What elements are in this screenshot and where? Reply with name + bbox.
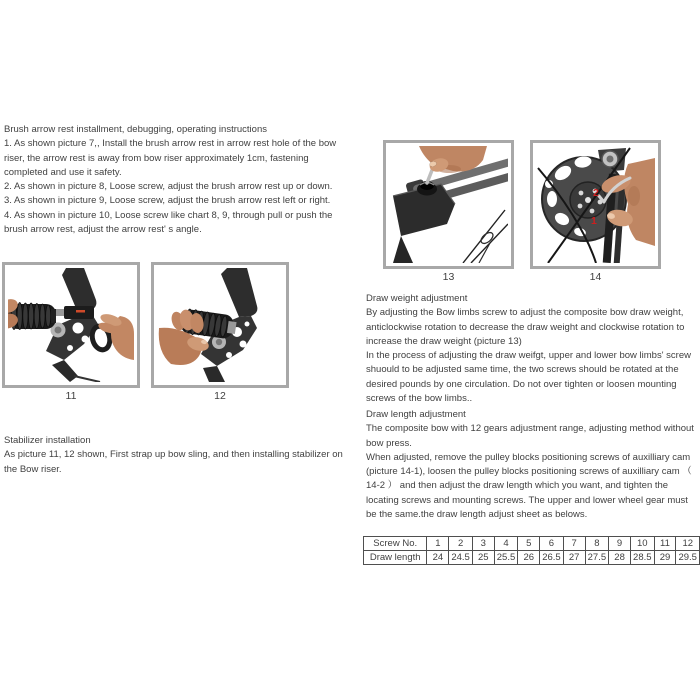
brush-step-4: 4. As shown in picture 10, Loose screw like chart 8, 9, through pull or push the brush arrow rest, adjust the arrow rest' s angle. (4, 209, 333, 236)
draw-length-paragraph-1: The composite bow with 12 gears adjustment range, adjusting method without bow press. (366, 423, 694, 449)
screw-no-cell: 6 (540, 537, 564, 551)
screw-no-cell: 11 (654, 537, 676, 551)
draw-length-cell: 24 (427, 551, 449, 565)
draw-length-paragraph-2: When adjusted, remove the pulley blocks positioning screws of auxilliary cam (picture 14-1), loosen the pulley blocks positioning screws of auxilliary cam （ 14-2 ） and then adjust the draw length which you want, and tighten the locating screws and mounting screws. The upper and lower wheel gear must be the same.the draw length adjust sheet as belows. (366, 451, 692, 521)
screw-no-cell: 3 (472, 537, 494, 551)
screw-no-cell: 4 (494, 537, 518, 551)
stabilizer-section-body: As picture 11, 12 shown, First strap up bow sling, and then installing stabilizer on the Bow riser. (4, 449, 343, 475)
brush-arrow-rest-section (4, 123, 345, 237)
brand-mark (76, 310, 85, 313)
screw-no-cell: 9 (609, 537, 631, 551)
figure-11-frame (2, 262, 140, 388)
table-row-screw-no (364, 537, 700, 551)
draw-length-title: Draw length adjustment (366, 409, 466, 420)
draw-length-section (366, 408, 699, 522)
screw-no-cell: 2 (449, 537, 473, 551)
draw-length-cell: 28 (609, 551, 631, 565)
draw-length-cell: 25 (472, 551, 494, 565)
draw-length-cell: 24.5 (449, 551, 473, 565)
figure-11-photo (8, 268, 134, 382)
draw-length-cell: 29.5 (676, 551, 700, 565)
figure-12-frame (151, 262, 289, 388)
screw-no-cell: 12 (676, 537, 700, 551)
figure-12-caption: 12 (214, 390, 226, 402)
screw-no-cell: 8 (585, 537, 609, 551)
draw-weight-section (366, 292, 699, 406)
screw-no-cell: 7 (563, 537, 585, 551)
draw-length-cell: 28.5 (631, 551, 655, 565)
figure-13-frame (383, 140, 514, 269)
row-header-screw-no: Screw No. (364, 537, 427, 551)
red-marker-2: 2 (593, 187, 599, 199)
brush-step-2: 2. As shown in picture 8, Loose screw, adjust the brush arrow rest up or down. (4, 181, 333, 193)
figure-14-frame (530, 140, 661, 269)
limb-pocket (393, 184, 455, 263)
row-header-draw-length: Draw length (364, 551, 427, 565)
figure-11-caption: 11 (65, 390, 77, 402)
draw-weight-paragraph-1: By adjusting the Bow limbs screw to adjust the composite bow draw weight, anticlockwise rotation to decrease the draw weight and clockwise rotation to increase the draw weight (picture 13) (366, 307, 685, 347)
axle-bolt-center (607, 156, 614, 163)
screw-no-cell: 5 (518, 537, 540, 551)
draw-length-cell: 29 (654, 551, 676, 565)
draw-length-cell: 25.5 (494, 551, 518, 565)
figure-14-caption: 14 (589, 271, 602, 283)
draw-length-table (363, 536, 700, 565)
bow-strings (463, 210, 508, 263)
figure-13-caption: 13 (442, 271, 455, 283)
draw-length-cell: 27 (563, 551, 585, 565)
screw-no-cell: 10 (631, 537, 655, 551)
draw-length-cell: 26 (518, 551, 540, 565)
stabilizer-mount (54, 306, 94, 319)
brush-step-3: 3. As shown in picture 9, Loose screw, adjust the brush arrow rest left or right. (4, 195, 331, 207)
figure-14-photo (536, 146, 655, 263)
draw-length-cell: 27.5 (585, 551, 609, 565)
stabilizer-section-title: Stabilizer installation (4, 435, 91, 446)
figure-13-photo (389, 146, 508, 263)
figure-12-photo (157, 268, 283, 382)
draw-weight-title: Draw weight adjustment (366, 293, 468, 304)
stabilizer-section (4, 434, 345, 477)
red-marker-1: 1 (591, 215, 597, 227)
screw-no-cell: 1 (427, 537, 449, 551)
right-hand (97, 312, 134, 360)
brush-step-1: 1. As shown picture 7,, Install the brush arrow rest in arrow rest hole of the bow riser, the arrow rest is away from bow riser approximately 1cm, fastening completed and use it safety. (4, 138, 337, 178)
table-row-draw-length (364, 551, 700, 565)
brush-section-title: Brush arrow rest installment, debugging, operating instructions (4, 124, 267, 135)
draw-length-cell: 26.5 (540, 551, 564, 565)
draw-weight-paragraph-2: In the process of adjusting the draw weifgt, upper and lower bow limbs' screw shuould to be adjusted same time, the two screws should be rotated at the desired pounds by one circulation. Do not over tighten or loosen mounting screws of the bow limbs.. (366, 350, 691, 405)
